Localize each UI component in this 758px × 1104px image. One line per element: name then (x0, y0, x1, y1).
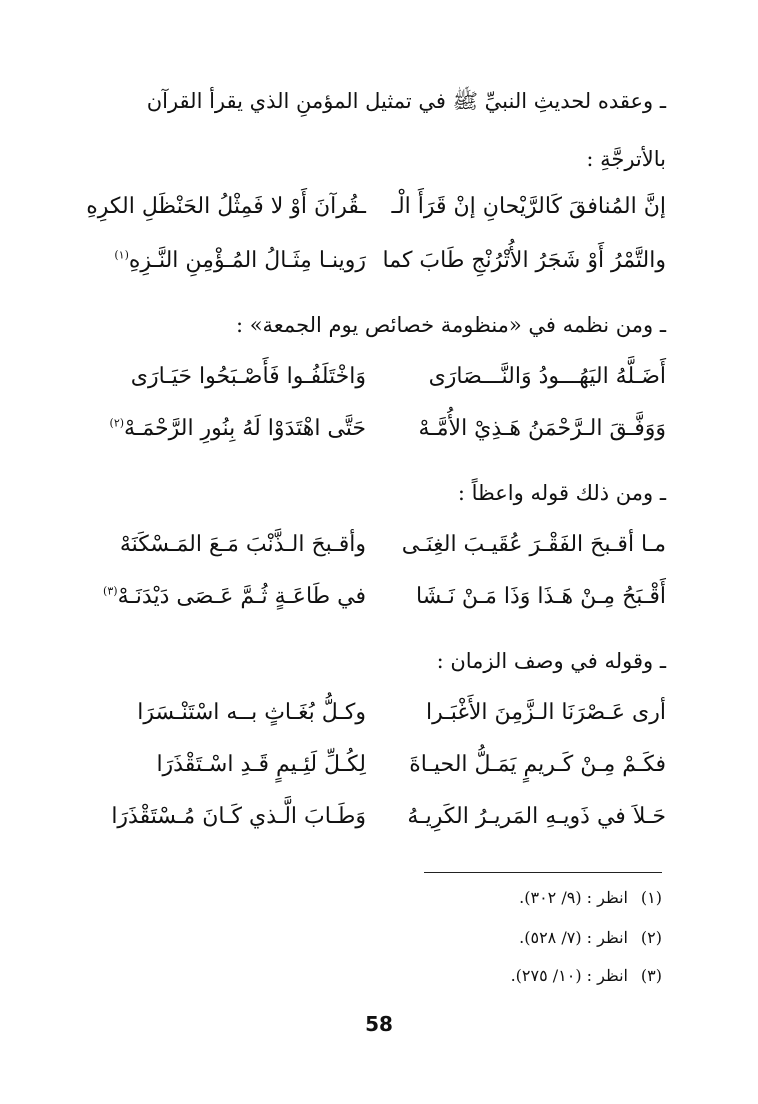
footnote-1 (422, 888, 662, 907)
poem3-verse2-first-hemistich: أَقْـبَحُ مِـنْ هَـذَا وَذَا مَـنْ نَـشَا (416, 584, 666, 609)
intro-line-2: بالأترجَّةِ : (586, 147, 666, 171)
footnote-text: انظر : (٩/ ٣٠٢). (519, 888, 628, 907)
footnote-ref-1[interactable]: (١) (114, 248, 129, 262)
poem2-verse2-first-hemistich: وَوَفَّـقَ الـرَّحْمَنُ هَـذِيْ الأُمَّـهْ (418, 416, 666, 441)
poem2-verse2-second-hemistich (86, 416, 366, 441)
poem1-verse2-first-hemistich: والتَّمْرُ أَوْ شَجَرُ الأُتْرُنْجِ طَابَ كما (382, 248, 666, 273)
section3-intro: ـ ومن ذلك قوله واعظاً : (457, 481, 666, 505)
poem4-verse3-first-hemistich: حَـلاَ في ذَويـهِ المَريـرُ الكَرِيـهُ (407, 804, 666, 829)
poem2-verse1-second-hemistich: وَاخْتَلَفُـوا فَأَصْـبَحُوا حَيَـارَى (130, 364, 366, 389)
poem1-verse2-second-hemistich (86, 248, 366, 273)
poem1-verse1-first-hemistich: إنَّ المُنافقَ كَالرَّيْحانِ إنْ قَرَأَ الْـ (391, 194, 666, 219)
poem1-verse2-text: رَوينـا مِثَـالُ المُـؤْمِنِ النَّـزِهِ (128, 248, 366, 273)
footnote-ref-2[interactable]: (٢) (109, 416, 125, 430)
intro-line-1: ـ وعقده لحديثِ النبيِّ ﷺ في تمثيل المؤمنِ الذي يقرأ القرآن (146, 89, 666, 113)
footnote-2 (422, 928, 662, 947)
poem4-verse2-first-hemistich: فكَـمْ مِـنْ كَـريمٍ يَمَـلُّ الحيـاةَ (409, 752, 666, 777)
poem4-verse2-second-hemistich: لِكُـلِّ لَئِـيمٍ قَـدِ اسْـتَقْذَرَا (156, 752, 366, 777)
page-number: 58 (365, 1012, 393, 1036)
poem2-verse2-text: حَتَّى اهْتَدَوْا لَهُ بِنُورِ الرَّحْمَـهْ (124, 416, 366, 441)
section2-intro: ـ ومن نظمه في «منظومة خصائص يوم الجمعة» : (235, 313, 666, 337)
intro-paragraph (96, 72, 666, 188)
footnote-ref-3[interactable]: (٣) (103, 584, 118, 598)
footnote-text: انظر : (١٠/ ٢٧٥). (510, 966, 628, 985)
footnote-number: (٢) (640, 928, 662, 947)
poem4-verse3-second-hemistich: وَطَـابَ الَّـذي كَـانَ مُـسْتَقْذَرَا (111, 804, 366, 829)
poem4-verse1-first-hemistich: أرى عَـصْرَنَا الـزَّمِنَ الأَغْبَـرا (426, 700, 666, 725)
footnote-number: (٣) (640, 966, 662, 985)
footnote-number: (١) (640, 888, 662, 907)
footnote-text: انظر : (٧/ ٥٢٨). (519, 928, 628, 947)
section4-intro: ـ وقوله في وصف الزمان : (436, 649, 666, 673)
poem2-verse1-first-hemistich: أَضَـلَّهُ اليَهُـــودُ وَالنَّـــصَارَى (428, 364, 666, 389)
poem1-verse1-second-hemistich: ـقُرآنَ أَوْ لا فَمِثْلُ الحَنْظَلِ الكرِهِ (86, 194, 366, 219)
poem4-verse1-second-hemistich: وكـلُّ بُغَـاثٍ بــه اسْتَنْـسَرَا (137, 700, 366, 725)
poem3-verse2-text: في طَاعَـةٍ ثُـمَّ عَـصَى دَيْدَنَـهْ (117, 584, 366, 609)
poem3-verse2-second-hemistich (86, 584, 366, 609)
poem3-verse1-second-hemistich: وأقـبحَ الـذَّنْبَ مَـعَ المَـسْكَنَهْ (119, 532, 366, 557)
footnote-3 (422, 966, 662, 985)
poem3-verse1-first-hemistich: مـا أقـبحَ الفَقْـرَ عُقَيـبَ الغِنَـى (401, 532, 666, 557)
footnote-separator (424, 872, 662, 873)
